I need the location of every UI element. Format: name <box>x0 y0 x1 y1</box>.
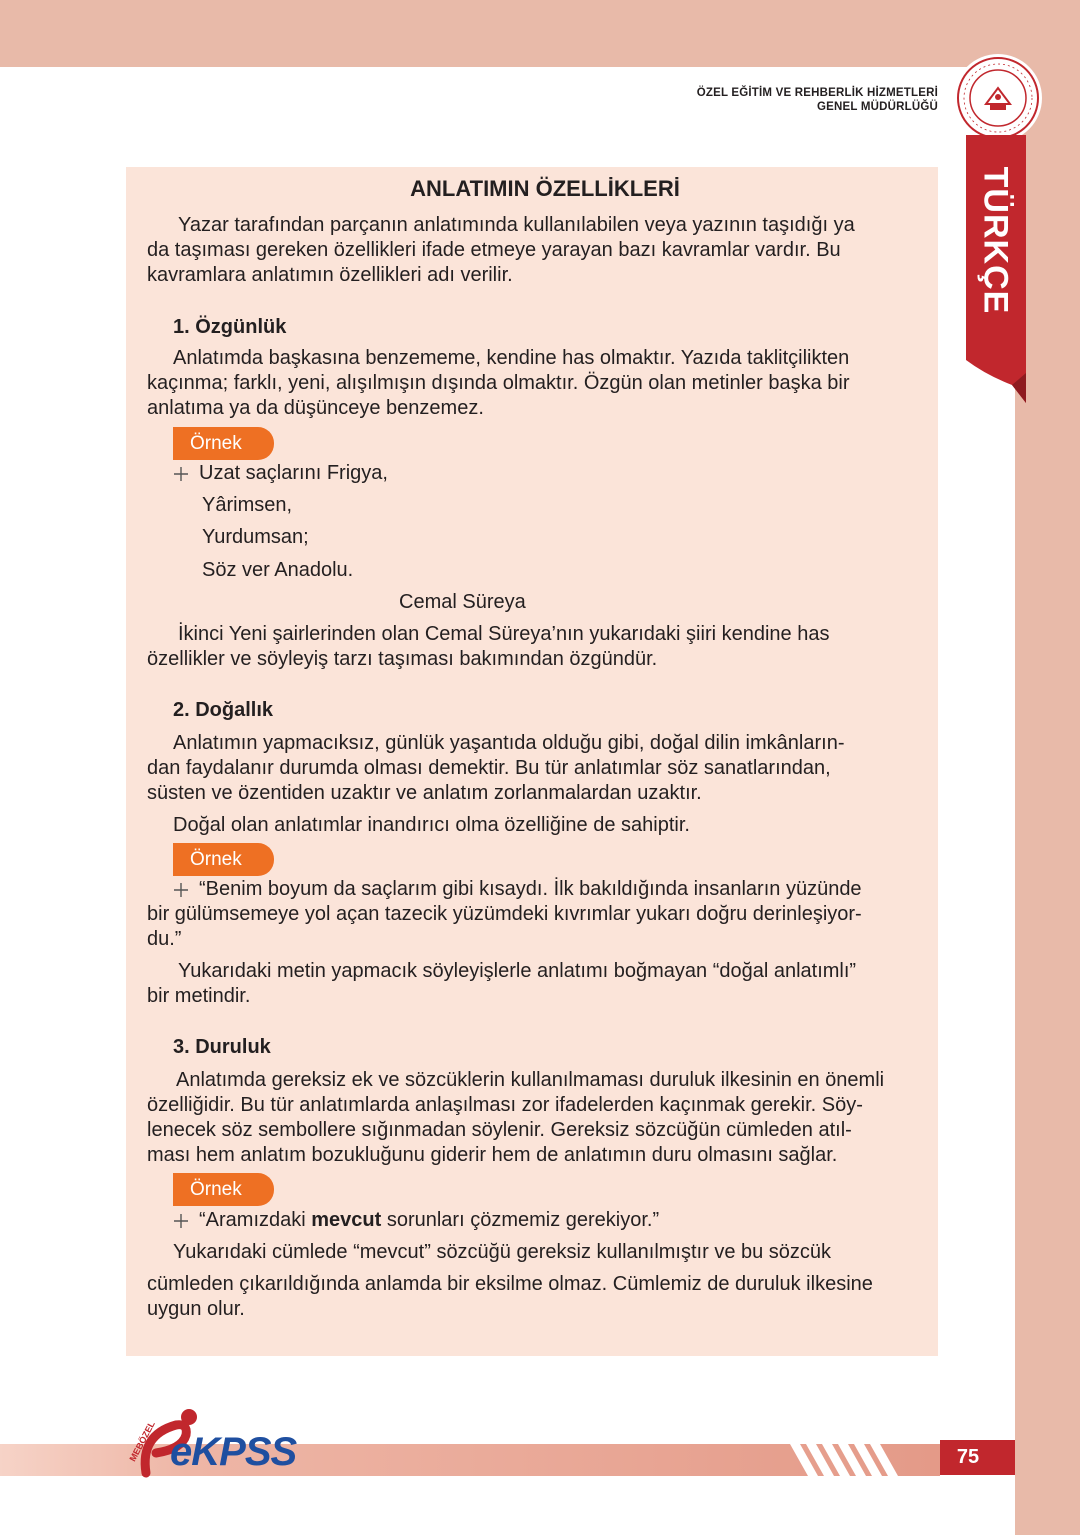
section-heading: 1. Özgünlük <box>173 316 287 338</box>
section-body-line: özelliğidir. Bu tür anlatımlarda anlaşılması zor ifadelerden kaçınmak gerekir. Söy- <box>147 1094 863 1116</box>
poem-line: Uzat saçlarını Frigya, <box>199 462 388 484</box>
section-body-line: dan faydalanır durumda olması demektir. Bu tür anlatımlar söz sanatlarından, <box>147 757 831 779</box>
poem-author: Cemal Süreya <box>399 591 526 613</box>
subject-label: TÜRKÇE <box>976 166 1015 314</box>
page-title: ANLATIMIN ÖZELLİKLERİ <box>410 176 680 201</box>
explanation-line: cümleden çıkarıldığında anlamda bir eksilme olmaz. Cümlemiz de duruluk ilkesine <box>147 1273 873 1295</box>
org-line-1: ÖZEL EĞİTİM VE REHBERLİK HİZMETLERİ <box>696 87 938 99</box>
page-number: 75 <box>956 1446 980 1468</box>
poem-line: Yârimsen, <box>202 494 293 516</box>
explanation-line: bir metindir. <box>147 985 251 1007</box>
section-body-line: anlatıma ya da düşünceye benzemez. <box>147 397 484 419</box>
explanation-line: İkinci Yeni şairlerinden olan Cemal Süreya’nın yukarıdaki şiiri kendine has <box>178 623 830 645</box>
ministry-seal-icon <box>952 52 1044 144</box>
example-badge: Örnek <box>173 843 274 876</box>
explanation-line: Yukarıdaki metin yapmacık söyleyişlerle anlatımı boğmayan “doğal anlatımlı” <box>178 960 857 982</box>
intro-line: kavramlara anlatımın özellikleri adı verilir. <box>147 264 513 286</box>
intro-line: Yazar tarafından parçanın anlatımında kullanılabilen veya yazının taşıdığı ya <box>178 214 855 236</box>
example-badge: Örnek <box>173 427 274 460</box>
sparkle-bullet-icon <box>173 882 189 898</box>
section-body-line: lenecek söz sembollere sığınmadan söylenir. Gereksiz sözcüğün cümleden atıl- <box>147 1119 852 1141</box>
section-body-line: Anlatımda başkasına benzememe, kendine has olmaktır. Yazıda taklitçilikten <box>173 347 850 369</box>
section-heading: 2. Doğallık <box>173 699 274 721</box>
header-organization <box>697 86 938 114</box>
example-line: bir gülümsemeye yol açan tazecik yüzümdeki kıvrımlar yukarı doğru derinleşiyor- <box>147 903 862 925</box>
org-line-2: GENEL MÜDÜRLÜĞÜ <box>817 101 938 113</box>
explanation-line: Yukarıdaki cümlede “mevcut” sözcüğü gereksiz kullanılmıştır ve bu sözcük <box>173 1241 832 1263</box>
section-body-line: Anlatımın yapmacıksız, günlük yaşantıda olduğu gibi, doğal dilin imkânların- <box>173 732 845 754</box>
example-line: “Benim boyum da saçlarım gibi kısaydı. İlk bakıldığında insanların yüzünde <box>199 878 862 900</box>
poem-line: Yurdumsan; <box>202 526 309 548</box>
section-heading: 3. Duruluk <box>173 1036 271 1058</box>
example-line: du.” <box>147 928 182 950</box>
section-body-line: ması hem anlatım bozukluğunu giderir hem de anlatımın duru olmasını sağlar. <box>147 1144 838 1166</box>
emphasized-word: mevcut <box>311 1209 382 1231</box>
explanation-line: özellikler ve söyleyiş tarzı taşıması bakımından özgündür. <box>147 648 658 670</box>
top-band <box>0 0 1080 67</box>
section-body-line: kaçınma; farklı, yeni, alışılmışın dışında olmaktır. Özgün olan metinler başka bir <box>147 372 850 394</box>
intro-line: da taşıması gereken özellikleri ifade etmeye yarayan bazı kavramlar vardır. Bu <box>147 239 841 261</box>
sparkle-bullet-icon <box>173 1213 189 1229</box>
poem-line: Söz ver Anadolu. <box>202 559 354 581</box>
example-line: “Aramızdaki mevcut sorunları çözmemiz gerekiyor.” <box>199 1209 660 1231</box>
sparkle-bullet-icon <box>173 466 189 482</box>
logo-text: eKPSS <box>170 1430 297 1474</box>
section-body-line: Anlatımda gereksiz ek ve sözcüklerin kullanılmaması duruluk ilkesinin en önemli <box>176 1069 885 1091</box>
example-badge: Örnek <box>173 1173 274 1206</box>
section-body-line: Doğal olan anlatımlar inandırıcı olma özelliğine de sahiptir. <box>173 814 690 836</box>
logo-small-text: MEBÖZEL <box>127 1419 157 1464</box>
explanation-line: uygun olur. <box>147 1298 245 1320</box>
section-body-line: süsten ve özentiden uzaktır ve anlatım zorlanmalardan uzaktır. <box>147 782 702 804</box>
